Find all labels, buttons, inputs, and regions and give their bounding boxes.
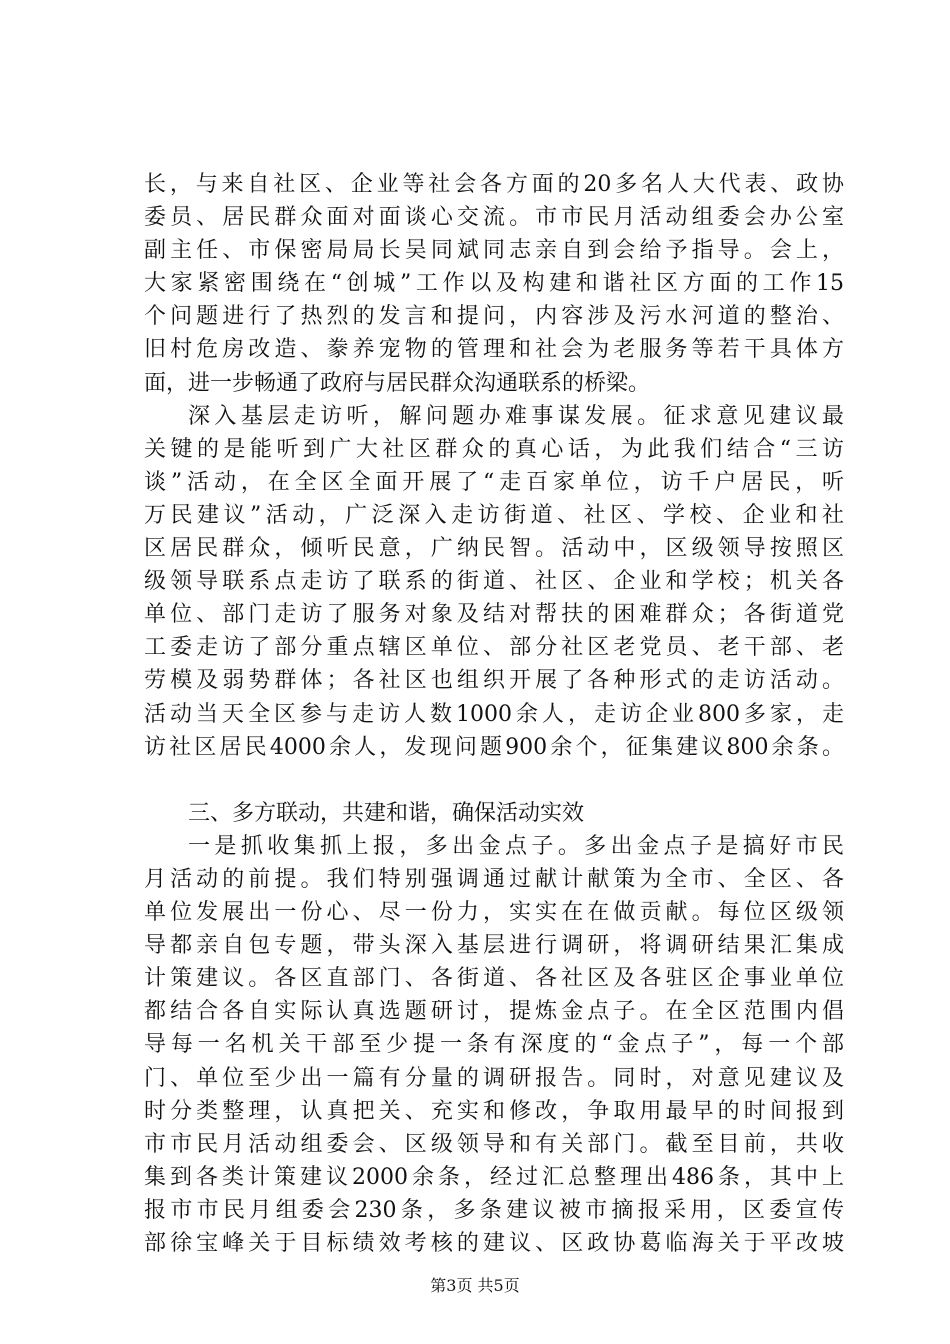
text-line: 级领导联系点走访了联系的街道、社区、企业和学校；机关各	[144, 569, 844, 595]
text-line: 区居民群众，倾听民意，广纳民智。活动中，区级领导按照区	[144, 536, 844, 562]
text-line: 都结合各自实际认真选题研讨，提炼金点子。在全区范围内倡	[144, 999, 844, 1025]
text-line: 旧村危房改造、豢养宠物的管理和社会为老服务等若干具体方	[144, 337, 844, 363]
text-line: 关键的是能听到广大社区群众的真心话，为此我们结合“三访	[144, 436, 844, 462]
document-body	[144, 168, 844, 1260]
text-line: 个问题进行了热烈的发言和提问，内容涉及污水河道的整治、	[144, 304, 844, 330]
text-line: 面，进一步畅通了政府与居民群众沟通联系的桥梁。	[144, 370, 651, 396]
text-line: 劳模及弱势群体；各社区也组织开展了各种形式的走访活动。	[144, 668, 844, 694]
text-line: 集到各类计策建议2000余条，经过汇总整理出486条，其中上	[144, 1164, 844, 1190]
text-line: 计策建议。各区直部门、各街道、各社区及各驻区企事业单位	[144, 966, 844, 992]
text-line: 单位、部门走访了服务对象及结对帮扶的困难群众；各街道党	[144, 602, 844, 628]
text-line: 大家紧密围绕在“创城”工作以及构建和谐社区方面的工作15	[144, 271, 844, 297]
paragraph-gap	[144, 764, 844, 797]
text-line: 活动当天全区参与走访人数1000余人，走访企业800多家，走	[144, 701, 844, 727]
text-line: 委员、居民群众面对面谈心交流。市市民月活动组委会办公室	[144, 205, 844, 231]
page-footer: 第3页 共5页	[430, 1276, 520, 1295]
text-line: 单位发展出一份心、尽一份力，实实在在做贡献。每位区级领	[144, 900, 844, 926]
text-line: 工委走访了部分重点辖区单位、部分社区老党员、老干部、老	[144, 635, 844, 661]
text-line: 长，与来自社区、企业等社会各方面的20多名人大代表、政协	[144, 172, 844, 197]
text-line: 一是抓收集抓上报，多出金点子。多出金点子是搞好市民	[188, 833, 844, 859]
text-line: 深入基层走访听，解问题办难事谋发展。征求意见建议最	[188, 403, 844, 429]
text-line: 月活动的前提。我们特别强调通过献计献策为全市、全区、各	[144, 866, 844, 892]
text-line: 三、多方联动，共建和谐，确保活动实效	[188, 800, 585, 826]
text-line: 门、单位至少出一篇有分量的调研报告。同时，对意见建议及	[144, 1065, 844, 1091]
text-line: 副主任、市保密局局长吴同斌同志亲自到会给予指导。会上，	[144, 238, 844, 264]
text-line: 万民建议”活动，广泛深入走访街道、社区、学校、企业和社	[144, 502, 844, 528]
text-line: 导每一名机关干部至少提一条有深度的“金点子”，每一个部	[144, 1032, 844, 1058]
text-line: 访社区居民4000余人，发现问题900余个，征集建议800余条。	[144, 734, 844, 760]
text-line: 导都亲自包专题，带头深入基层进行调研，将调研结果汇集成	[144, 933, 844, 959]
text-line: 报市市民月组委会230条，多条建议被市摘报采用，区委宣传	[144, 1197, 844, 1223]
text-line: 部徐宝峰关于目标绩效考核的建议、区政协葛临海关于平改坡	[144, 1231, 844, 1256]
text-line: 谈”活动，在全区全面开展了“走百家单位，访千户居民，听	[144, 469, 844, 495]
text-line: 市市民月活动组委会、区级领导和有关部门。截至目前，共收	[144, 1131, 844, 1157]
text-line: 时分类整理，认真把关、充实和修改，争取用最早的时间报到	[144, 1098, 844, 1124]
